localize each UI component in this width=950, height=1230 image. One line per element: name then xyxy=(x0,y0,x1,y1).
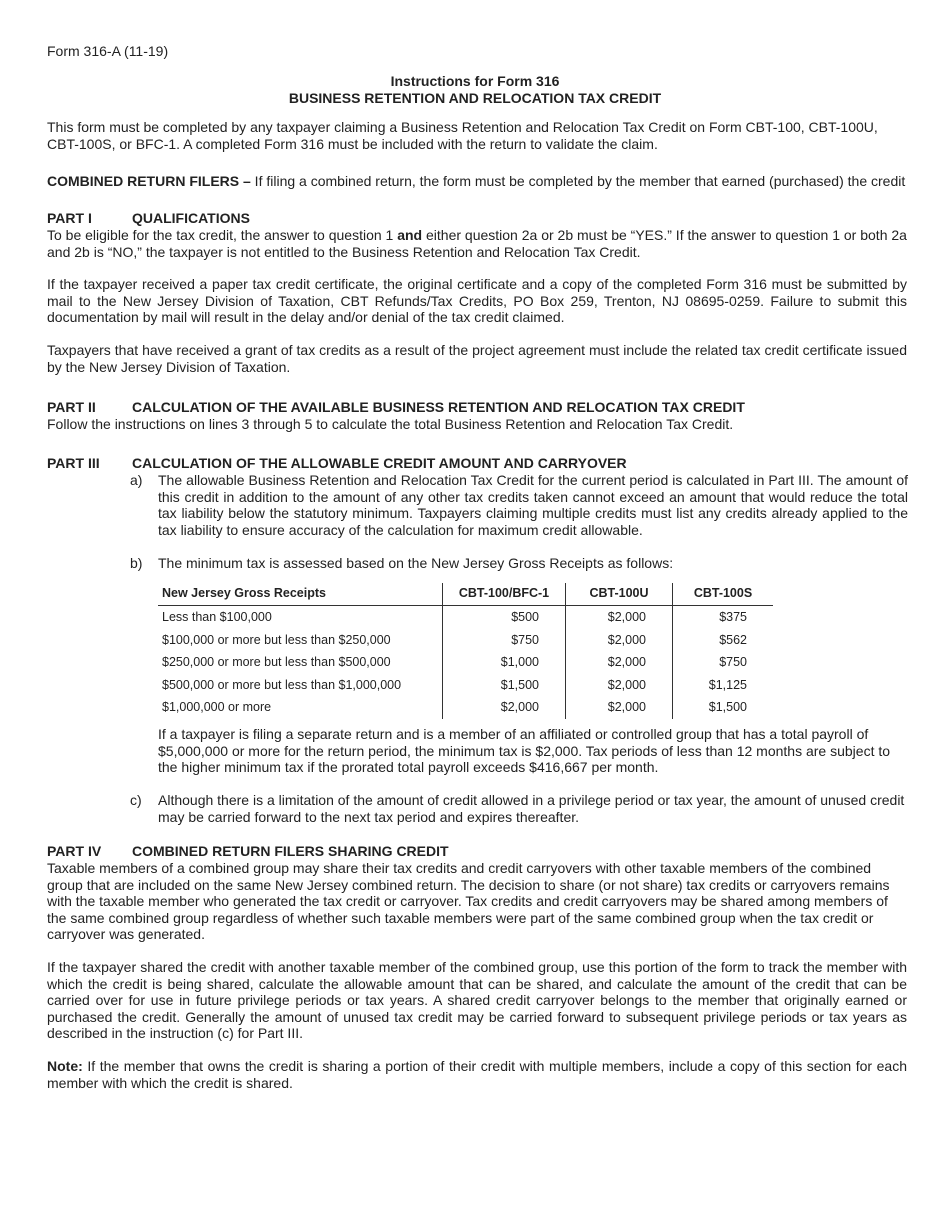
table-cell: $1,000,000 or more xyxy=(162,700,272,715)
table-cell: $2,000 xyxy=(566,696,673,719)
part2-number: PART II xyxy=(47,399,96,415)
item-b-after-text: If a taxpayer is filing a separate return and is a member of an affiliated or controlled group that has a total payroll of $5,000,000 or more for the return period, the minimum tax is $2,000. Tax periods of less than 12 months are subject to the higher minimum tax if the prorated total payroll exceeds $416,667 per month. xyxy=(158,726,891,776)
part4-title: COMBINED RETURN FILERS SHARING CREDIT xyxy=(132,843,449,859)
table-header-row xyxy=(158,583,773,606)
part2-paragraph: Follow the instructions on lines 3 through 5 to calculate the total Business Retention and Relocation Tax Credit. xyxy=(47,416,734,432)
part1-paragraph-1 xyxy=(47,227,907,260)
part4-heading xyxy=(47,843,449,860)
part4-paragraph-1: Taxable members of a combined group may share their tax credits and credit carryovers with other taxable members of the combined group that are included on the same New Jersey combined return. The decision to share (or not share) tax credits or carryovers remains with the taxable member who generated the tax credit or carryover. Tax credits and credit carryovers may be shared among members of the same combined group regardless of whether such taxable members were part of the same combined group when the tax credit or carryover was generated. xyxy=(47,860,890,943)
item-c-label: c) xyxy=(130,792,142,808)
table-header: CBT-100/BFC-1 xyxy=(443,583,566,606)
item-a-text: The allowable Business Retention and Relocation Tax Credit for the current period is calculated in Part III. The amount of this credit in addition to the amount of any other tax credits taken cannot exceed an amount that would reduce the total tax liability below the statutory minimum. Taxpayers claiming multiple credits must list any credits already applied to the tax liability to ensure accuracy of the calculation for maximum credit allowable. xyxy=(158,472,908,538)
part1-p1-text-b: either question 2a or 2b must be “YES.” If the answer to question 1 or both 2a and 2b is “NO,” the taxpayer is not entitled to the Business Retention and Relocation Tax Credit. xyxy=(47,227,907,260)
item-b-label: b) xyxy=(130,555,143,571)
table-cell: $1,500 xyxy=(443,674,566,697)
part3-item-c xyxy=(130,792,908,825)
table-cell: $2,000 xyxy=(443,696,566,719)
part1-number: PART I xyxy=(47,210,92,226)
intro-paragraph: This form must be completed by any taxpayer claiming a Business Retention and Relocation Tax Credit on Form CBT-100, CBT-100U, CBT-100S, or BFC-1. A completed Form 316 must be included with the return to validate the claim. xyxy=(47,119,878,152)
table-cell: $562 xyxy=(673,629,774,652)
table-cell: $2,000 xyxy=(566,651,673,674)
part3-item-b-continued xyxy=(130,726,908,776)
minimum-tax-table xyxy=(158,583,773,719)
table-cell: $750 xyxy=(673,651,774,674)
part2-heading xyxy=(47,399,745,416)
table-cell: $750 xyxy=(443,629,566,652)
part4-number: PART IV xyxy=(47,843,102,859)
table-cell: $1,000 xyxy=(443,651,566,674)
part3-item-b xyxy=(130,555,908,572)
part3-item-a xyxy=(130,472,908,538)
part1-p1-bold: and xyxy=(397,227,423,243)
table-cell: $500 xyxy=(443,606,566,629)
table-cell: $2,000 xyxy=(566,674,673,697)
table-cell: $250,000 or more but less than $500,000 xyxy=(162,655,391,670)
part1-paragraph-3: Taxpayers that have received a grant of tax credits as a result of the project agreement must include the related tax credit certificate issued by the New Jersey Division of Taxation. xyxy=(47,342,907,375)
table-row xyxy=(158,651,773,674)
part1-paragraph-2: If the taxpayer received a paper tax credit certificate, the original certificate and a copy of the completed Form 316 must be submitted by mail to the New Jersey Division of Taxation, CBT Refunds/Tax Credits, PO Box 259, Trenton, NJ 08695-0259. Failure to submit this documentation by mail will result in the delay and/or denial of the tax credit claimed. xyxy=(47,276,907,326)
table-cell: $1,500 xyxy=(673,696,774,719)
part4-note xyxy=(47,1058,907,1091)
item-a-label: a) xyxy=(130,472,143,488)
item-b-text: The minimum tax is assessed based on the New Jersey Gross Receipts as follows: xyxy=(158,555,674,571)
table-cell: $500,000 or more but less than $1,000,000 xyxy=(162,677,402,692)
note-label: Note: xyxy=(47,1058,83,1074)
part1-p1-text-a: To be eligible for the tax credit, the answer to question 1 xyxy=(47,227,398,243)
part1-heading xyxy=(47,210,250,227)
table-header: CBT-100S xyxy=(673,583,774,606)
table-cell: $2,000 xyxy=(566,606,673,629)
form-id: Form 316-A (11-19) xyxy=(47,43,169,59)
part3-heading xyxy=(47,455,627,472)
document-title: Instructions for Form 316 xyxy=(390,73,560,89)
part1-title: QUALIFICATIONS xyxy=(132,210,250,226)
document-subtitle: BUSINESS RETENTION AND RELOCATION TAX CREDIT xyxy=(288,90,662,106)
combined-return-text: If filing a combined return, the form must be completed by the member that earned (purchased) the credit xyxy=(250,173,906,189)
part3-number: PART III xyxy=(47,455,100,471)
part2-title: CALCULATION OF THE AVAILABLE BUSINESS RETENTION AND RELOCATION TAX CREDIT xyxy=(132,399,745,415)
table-header: CBT-100U xyxy=(566,583,673,606)
table-cell: $1,125 xyxy=(673,674,774,697)
part3-title: CALCULATION OF THE ALLOWABLE CREDIT AMOUNT AND CARRYOVER xyxy=(132,455,627,471)
note-text: If the member that owns the credit is sharing a portion of their credit with multiple members, include a copy of this section for each member with which the credit is shared. xyxy=(47,1058,907,1091)
table-cell: Less than $100,000 xyxy=(162,610,272,624)
table-cell: $2,000 xyxy=(566,629,673,652)
table-header: New Jersey Gross Receipts xyxy=(158,583,443,606)
table-row xyxy=(158,674,773,697)
table-row xyxy=(158,629,773,652)
table-cell: $100,000 or more but less than $250,000 xyxy=(162,632,391,647)
table-row xyxy=(158,606,773,629)
table-cell: $375 xyxy=(673,606,774,629)
combined-return-label: COMBINED RETURN FILERS – xyxy=(47,173,251,189)
item-c-text: Although there is a limitation of the amount of credit allowed in a privilege period or tax year, the amount of unused credit may be carried forward to the next tax period and expires thereafter. xyxy=(158,792,905,825)
table-row xyxy=(158,696,773,719)
part4-paragraph-2: If the taxpayer shared the credit with another taxable member of the combined group, use this portion of the form to track the member with which the credit is being shared, calculate the allowable amount that can be shared, and calculate the amount of the credit that can be carried over for use in future privilege periods or tax years. A shared credit carryover belongs to the member that originally earned or purchased the credit. Generally the amount of unused tax credit may be carried forward to subsequent privilege periods or tax years as described in the instruction (c) for Part III. xyxy=(47,959,907,1042)
combined-return-paragraph xyxy=(47,173,907,190)
